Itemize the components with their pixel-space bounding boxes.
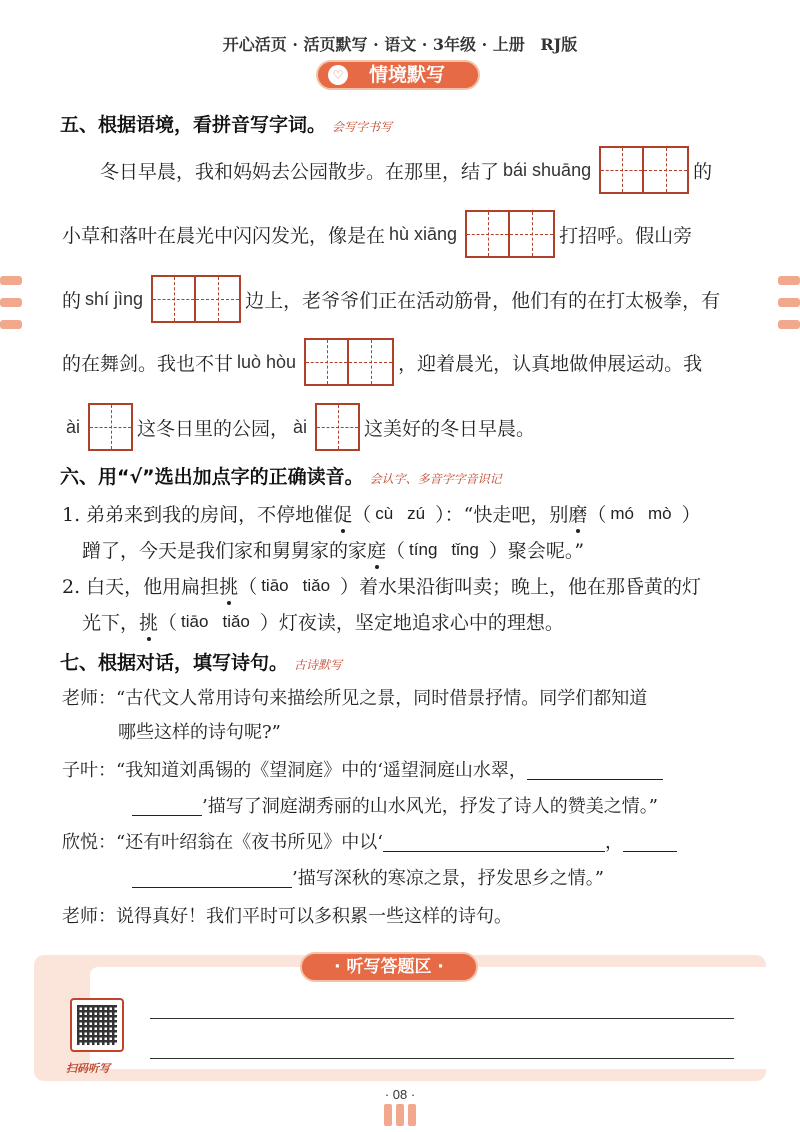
dialog-ziye-2: ’描写了洞庭湖秀丽的山水风光，抒发了诗人的赞美之情。” bbox=[132, 792, 658, 818]
s6-q1-line-1: 1. 弟弟来到我的房间，不停地催 促 （ cù zú ）：“快走吧，别 磨 （ mó mò ） bbox=[62, 500, 701, 527]
side-deco-right-2 bbox=[778, 298, 800, 307]
dotted-char: 庭 bbox=[367, 536, 386, 563]
option[interactable]: tiāo bbox=[181, 611, 209, 631]
answer-line-2[interactable] bbox=[150, 1058, 734, 1059]
option[interactable]: mò bbox=[648, 503, 672, 523]
pinyin-bai-shuang: bái shuāng bbox=[503, 159, 592, 180]
qr-code[interactable] bbox=[70, 998, 124, 1052]
answer-grid-2[interactable] bbox=[465, 210, 555, 258]
footer-bar-1 bbox=[384, 1104, 392, 1126]
side-deco-left-2 bbox=[0, 298, 22, 307]
option[interactable]: tiāo bbox=[261, 575, 289, 595]
listening-area-title: · 听写答题区 · bbox=[300, 952, 478, 982]
side-deco-left-3 bbox=[0, 320, 22, 329]
dotted-char: 磨 bbox=[568, 500, 587, 527]
dotted-char: 促 bbox=[333, 500, 352, 527]
section-5-title: 五、根据语境，看拼音写字词。 会写字书写 bbox=[60, 114, 393, 136]
dialog-teacher-1-cont: 哪些这样的诗句呢?” bbox=[118, 722, 281, 743]
answer-grid-4[interactable] bbox=[304, 338, 394, 386]
header-title: 开心活页 · 活页默写 · 语文 · 3年级 · 上册 bbox=[222, 35, 525, 54]
section-6-title: 六、用“√”选出加点字的正确读音。 会认字、多音字字音识记 bbox=[60, 466, 502, 488]
option[interactable]: tiǎo bbox=[222, 611, 250, 631]
s5-line-3: 的 shí jìng 边上，老爷爷们正在活动筋骨，他们有的在打太极拳，有 bbox=[62, 275, 720, 323]
section-7-title: 七、根据对话，填写诗句。 古诗默写 bbox=[60, 652, 343, 674]
poem-blank-1[interactable] bbox=[527, 758, 663, 780]
answer-grid-6[interactable] bbox=[315, 403, 360, 451]
page-header bbox=[0, 32, 800, 55]
qr-code-pattern bbox=[77, 1005, 117, 1045]
s5-line-4: 的在舞剑。我也不甘 luò hòu ，迎着晨光，认真地做伸展运动。我 bbox=[62, 338, 702, 386]
poem-blank-4[interactable] bbox=[623, 830, 677, 852]
dialog-teacher-2: 老师：说得真好！我们平时可以多积累一些这样的诗句。 bbox=[62, 906, 512, 927]
page-number: · 08 · bbox=[384, 1087, 416, 1102]
dialog-ziye-1: 子叶：“我知道刘禹锡的《望洞庭》中的‘遥望洞庭山水翠， bbox=[62, 756, 663, 782]
option[interactable]: tíng bbox=[409, 539, 438, 559]
poem-blank-5[interactable] bbox=[132, 866, 292, 888]
poem-blank-3[interactable] bbox=[383, 830, 605, 852]
banner-text: 情境默写 bbox=[368, 64, 445, 86]
option[interactable]: tiǎo bbox=[302, 575, 331, 595]
heart-icon: ♡ bbox=[328, 65, 348, 85]
dotted-char: 挑 bbox=[139, 608, 158, 635]
footer-bar-2 bbox=[396, 1104, 404, 1126]
answer-grid-3[interactable] bbox=[151, 275, 241, 323]
answer-grid-5[interactable] bbox=[88, 403, 133, 451]
dialog-xinyue-2: ’描写深秋的寒凉之景，抒发思乡之情。” bbox=[132, 864, 604, 890]
s6-q2-line-2: 光下， 挑 （ tiāo tiǎo ）灯夜读，坚定地追求心中的理想。 bbox=[82, 608, 564, 635]
poem-blank-2[interactable] bbox=[132, 794, 202, 816]
footer-bar-3 bbox=[408, 1104, 416, 1126]
s5-line-1: 冬日早晨，我和妈妈去公园散步。在那里，结了 bái shuāng 的 bbox=[100, 146, 712, 194]
s5-line-5: ài 这冬日里的公园， ài 这美好的冬日早晨。 bbox=[62, 403, 535, 451]
dialog-xinyue-1: 欣悦：“还有叶绍翁在《夜书所见》中以‘ ， bbox=[62, 828, 677, 854]
s6-q1-line-2: 蹭了，今天是我们家和舅舅家的家 庭 （ tíng tǐng ）聚会呢。” bbox=[82, 536, 584, 563]
section-6-tag: 会认字、多音字字音识记 bbox=[369, 472, 502, 486]
answer-grid-1[interactable] bbox=[599, 146, 689, 194]
dialog-teacher-1: 老师：“古代文人常用诗句来描绘所见之景，同时借景抒情。同学们都知道 bbox=[62, 688, 648, 709]
option[interactable]: mó bbox=[610, 503, 635, 523]
option[interactable]: tǐng bbox=[451, 539, 479, 559]
section-5-tag: 会写字书写 bbox=[332, 120, 393, 134]
answer-line-1[interactable] bbox=[150, 1018, 734, 1019]
side-deco-right-1 bbox=[778, 276, 800, 285]
option[interactable]: zú bbox=[407, 503, 426, 523]
pinyin-ai-2: ài bbox=[293, 416, 308, 437]
pinyin-hu-xiang: hù xiāng bbox=[389, 223, 458, 244]
section-banner bbox=[316, 60, 480, 90]
side-deco-right-3 bbox=[778, 320, 800, 329]
s5-line-2: 小草和落叶在晨光中闪闪发光，像是在 hù xiāng 打招呼。假山旁 bbox=[62, 210, 692, 258]
side-deco-left-1 bbox=[0, 276, 22, 285]
qr-label: 扫码听写 bbox=[66, 1062, 110, 1075]
pinyin-ai-1: ài bbox=[66, 416, 81, 437]
dotted-char: 挑 bbox=[219, 572, 238, 599]
option[interactable]: cù bbox=[375, 503, 394, 523]
pinyin-shi-jing: shí jìng bbox=[85, 288, 144, 309]
section-7-tag: 古诗默写 bbox=[294, 658, 343, 672]
header-edition: RJ版 bbox=[540, 35, 578, 54]
pinyin-luo-hou: luò hòu bbox=[237, 351, 297, 372]
s6-q2-line-1: 2. 白天，他用扁担 挑 （ tiāo tiǎo ）着水果沿街叫卖；晚上，他在那昏黄的灯 bbox=[62, 572, 701, 599]
